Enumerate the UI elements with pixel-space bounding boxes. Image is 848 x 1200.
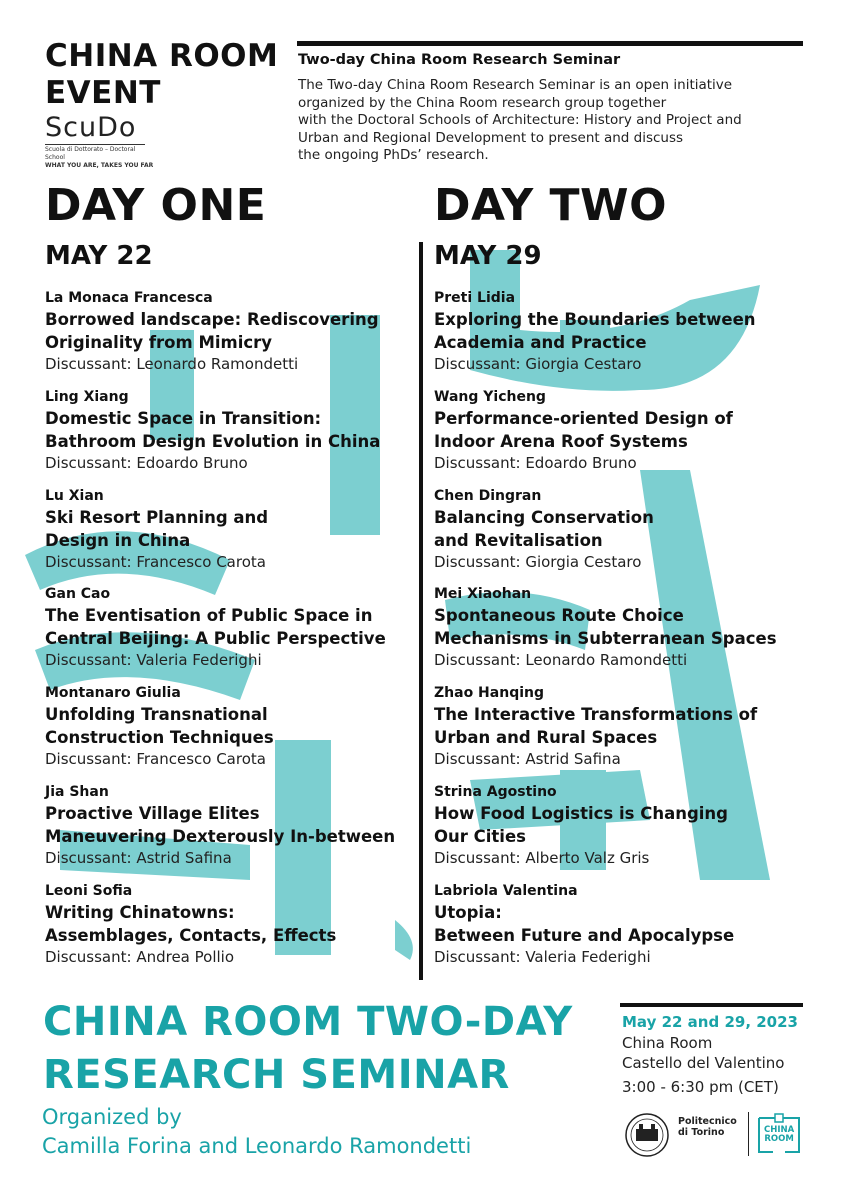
event-title-line2: EVENT <box>45 75 161 111</box>
talk-item <box>434 683 804 782</box>
polito-line1: Politecnico <box>678 1116 737 1127</box>
talk-title: Exploring the Boundaries between <box>434 310 756 329</box>
talk-title: Academia and Practice <box>434 333 647 352</box>
talk-item <box>434 387 804 486</box>
talk-title: Ski Resort Planning and <box>45 507 269 527</box>
day-two-talks <box>434 288 804 980</box>
top-rule <box>297 41 803 46</box>
talk-discussant: Discussant: Francesco Carota <box>45 552 266 571</box>
talk-discussant: Discussant: Edoardo Bruno <box>45 453 248 472</box>
chinaroom-logo <box>755 1112 803 1158</box>
info-rule <box>620 1003 803 1007</box>
talk-author: Ling Xiang <box>45 388 129 405</box>
talk-author: Zhao Hanqing <box>434 685 544 702</box>
talk-author: Lu Xian <box>45 487 104 504</box>
scudo-logo <box>45 114 153 170</box>
talk-item <box>45 288 415 387</box>
talk-title: Indoor Arena Roof Systems <box>434 431 688 451</box>
talk-title: Spontaneous Route Choice <box>434 606 684 626</box>
talk-title: Writing Chinatowns: <box>45 902 235 922</box>
talk-item <box>434 288 804 387</box>
talk-author: Preti Lidia <box>434 290 516 306</box>
talk-author: Jia Shan <box>45 783 109 800</box>
talk-discussant: Discussant: Leonardo Ramondetti <box>434 651 688 670</box>
talk-discussant: Discussant: Astrid Safina <box>45 848 232 867</box>
talk-author: Chen Dingran <box>434 487 542 504</box>
footer-title-line2: RESEARCH SEMINAR <box>43 1052 510 1098</box>
talk-author: Gan Cao <box>45 586 111 603</box>
talk-discussant: Discussant: Valeria Federighi <box>434 947 651 966</box>
talk-discussant: Discussant: Francesco Carota <box>45 750 266 769</box>
talk-discussant: Discussant: Leonardo Ramondetti <box>45 355 299 373</box>
talk-title: Our Cities <box>434 826 526 846</box>
talk-title: Originality from Mimicry <box>45 333 273 352</box>
polito-seal-icon <box>622 1112 672 1158</box>
talk-item <box>45 486 415 585</box>
seminar-description-line: Urban and Regional Development to present and discuss <box>298 129 684 146</box>
talk-title: Urban and Rural Spaces <box>434 728 658 748</box>
seminar-description <box>298 77 798 165</box>
talk-title: Assemblages, Contacts, Effects <box>45 925 337 945</box>
talk-title: Design in China <box>45 530 191 550</box>
chinaroom-line2: ROOM <box>764 1134 794 1144</box>
talk-item <box>434 881 804 980</box>
talk-author: Mei Xiaohan <box>434 586 532 603</box>
talk-discussant: Discussant: Andrea Pollio <box>45 947 235 966</box>
talk-title: Utopia: <box>434 902 502 922</box>
talk-discussant: Discussant: Giorgia Cestaro <box>434 552 642 571</box>
event-title <box>45 38 278 112</box>
footer-title <box>43 996 573 1102</box>
talk-item <box>45 782 415 881</box>
talk-title: Bathroom Design Evolution in China <box>45 431 381 451</box>
talk-item <box>434 486 804 585</box>
talk-author: La Monaca Francesca <box>45 290 213 306</box>
scudo-subtitle: Scuola di Dottorato – Doctoral School <box>45 144 145 162</box>
day-two-date: MAY 29 <box>434 241 542 271</box>
day-two-title: DAY TWO <box>434 180 667 231</box>
talk-author: Wang Yicheng <box>434 388 546 405</box>
talk-item <box>45 683 415 782</box>
talk-title: Unfolding Transnational <box>45 705 268 725</box>
talk-discussant: Discussant: Astrid Safina <box>434 750 621 769</box>
footer-title-line1: CHINA ROOM TWO-DAY <box>43 999 573 1045</box>
organizers <box>42 1103 471 1161</box>
event-info <box>622 1012 798 1074</box>
scudo-tagline: WHAT YOU ARE, TAKES YOU FAR <box>45 162 154 169</box>
organizer-names: Camilla Forina and Leonardo Ramondetti <box>42 1134 472 1158</box>
talk-title: Maneuvering Dexterously In-between <box>45 826 396 846</box>
talk-title: Proactive Village Elites <box>45 803 260 823</box>
talk-item <box>434 782 804 881</box>
organized-label: Organized by <box>42 1105 182 1129</box>
talk-author: Labriola Valentina <box>434 882 578 899</box>
talk-author: Leoni Sofia <box>45 882 133 899</box>
event-title-line1: CHINA ROOM <box>45 38 279 74</box>
talk-discussant: Discussant: Valeria Federighi <box>45 651 262 670</box>
talk-title: The Interactive Transformations of <box>434 705 758 725</box>
seminar-description-line: the ongoing PhDs’ research. <box>298 147 489 163</box>
talk-title: How Food Logistics is Changing <box>434 803 728 823</box>
scudo-name: ScuDo <box>45 112 137 143</box>
seminar-description-line: with the Doctoral Schools of Architecture: History and Project and <box>298 112 742 128</box>
day-one-title: DAY ONE <box>45 180 267 231</box>
talk-item <box>434 584 804 683</box>
talk-discussant: Discussant: Giorgia Cestaro <box>434 355 642 373</box>
logo-divider <box>748 1112 749 1156</box>
talk-item <box>45 387 415 486</box>
talk-title: Central Beijing: A Public Perspective <box>45 629 386 649</box>
seminar-description-line: organized by the China Room research group together <box>298 94 667 111</box>
talk-discussant: Discussant: Edoardo Bruno <box>434 453 637 472</box>
column-divider <box>419 242 423 980</box>
polito-line2: di Torino <box>678 1127 725 1138</box>
talk-title: The Eventisation of Public Space in <box>45 606 373 626</box>
talk-title: Domestic Space in Transition: <box>45 408 322 428</box>
talk-item <box>45 881 415 980</box>
event-date: May 22 and 29, 2023 <box>622 1013 798 1031</box>
talk-title: Performance-oriented Design of <box>434 408 733 428</box>
talk-title: and Revitalisation <box>434 530 603 550</box>
day-one-talks <box>45 288 415 980</box>
venue-line2: Castello del Valentino <box>622 1054 785 1072</box>
seminar-description-line: The Two-day China Room Research Seminar is an open initiative <box>298 77 733 93</box>
talk-title: Borrowed landscape: Rediscovering <box>45 310 379 329</box>
talk-item <box>45 584 415 683</box>
event-time: 3:00 - 6:30 pm (CET) <box>622 1078 779 1096</box>
chinaroom-line1: CHINA <box>764 1125 795 1135</box>
day-one-date: MAY 22 <box>45 241 153 271</box>
talk-title: Construction Techniques <box>45 728 274 748</box>
talk-title: Balancing Conservation <box>434 507 654 527</box>
talk-discussant: Discussant: Alberto Valz Gris <box>434 848 650 867</box>
talk-title: Mechanisms in Subterranean Spaces <box>434 629 777 649</box>
venue-line1: China Room <box>622 1033 713 1052</box>
seminar-heading: Two-day China Room Research Seminar <box>298 52 621 68</box>
politecnico-logo <box>622 1112 737 1158</box>
talk-title: Between Future and Apocalypse <box>434 925 735 945</box>
talk-author: Strina Agostino <box>434 783 557 800</box>
talk-author: Montanaro Giulia <box>45 685 181 702</box>
